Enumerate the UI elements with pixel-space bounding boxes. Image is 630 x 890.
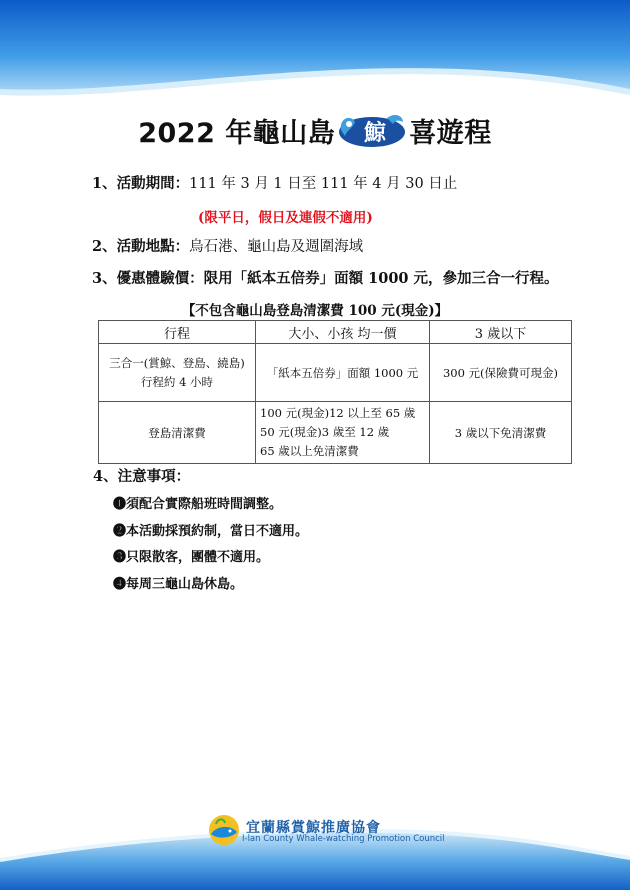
row2-price-line2: 50 元(現金)3 歲至 12 歲 bbox=[260, 425, 390, 439]
activity-location-value: 烏石港、龜山島及週圍海域 bbox=[189, 239, 364, 255]
discount-price-value: 限用「紙本五倍券」面額 1000 元，參加三合一行程。 bbox=[203, 270, 559, 287]
discount-price-label: 3、優惠體驗價： bbox=[92, 270, 204, 287]
org-whale-logo-icon bbox=[208, 814, 240, 846]
activity-location-label: 2、活動地點： bbox=[92, 238, 190, 255]
row1-itinerary-line2: 行程約 4 小時 bbox=[140, 374, 214, 389]
row2-itinerary: 登島清潔費 bbox=[99, 402, 256, 464]
activity-period-label: 1、活動期間： bbox=[92, 175, 190, 192]
note-item: ❷本活動採預約制，當日不適用。 bbox=[113, 524, 309, 539]
fee-table bbox=[98, 320, 572, 464]
logo-text: 鯨 bbox=[364, 121, 387, 146]
table-header-row bbox=[99, 321, 572, 344]
note-item: ❶須配合實際船班時間調整。 bbox=[113, 497, 283, 512]
activity-location bbox=[92, 235, 363, 256]
row2-under-3: 3 歲以下免清潔費 bbox=[430, 402, 572, 464]
table-row bbox=[99, 344, 572, 402]
row1-under-3: 300 元(保險費可現金) bbox=[430, 344, 572, 402]
row1-itinerary-line1: 三合一(賞鯨、登島、繞島) bbox=[109, 355, 245, 370]
page-title bbox=[0, 110, 630, 150]
discount-price bbox=[92, 267, 559, 288]
table-row bbox=[99, 402, 572, 464]
footer-wave-background bbox=[0, 740, 630, 890]
org-name-english: I-lan County Whale-watching Promotion Council bbox=[242, 834, 445, 844]
whale-logo-icon bbox=[337, 110, 407, 150]
row2-price-line1: 100 元(現金)12 以上至 65 歲 bbox=[260, 406, 416, 420]
weekday-only-note: (限平日，假日及連假不適用) bbox=[198, 210, 373, 226]
title-text-end: 喜遊程 bbox=[409, 117, 492, 149]
note-item: ❹每周三龜山島休島。 bbox=[113, 577, 244, 592]
row2-price bbox=[256, 402, 430, 464]
header-itinerary: 行程 bbox=[99, 321, 256, 344]
table-caption: 【不包含龜山島登島清潔費 100 元(現金)】 bbox=[181, 303, 449, 319]
row1-price: 「紙本五倍券」面額 1000 元 bbox=[256, 344, 430, 402]
row2-price-line3: 65 歲以上免清潔費 bbox=[260, 444, 359, 458]
activity-period bbox=[92, 172, 457, 193]
activity-period-value: 111 年 3 月 1 日至 111 年 4 月 30 日止 bbox=[189, 176, 458, 192]
note-item: ❸只限散客，團體不適用。 bbox=[113, 550, 270, 565]
header-price: 大小、小孩 均一價 bbox=[256, 321, 430, 344]
notes-title: 4、注意事項： bbox=[93, 468, 191, 485]
header-under-3: 3 歲以下 bbox=[430, 321, 572, 344]
org-name: 宜蘭縣賞鯨推廣協會 bbox=[246, 820, 381, 836]
row1-itinerary bbox=[99, 344, 256, 402]
title-text-start: 2022 年龜山島 bbox=[138, 117, 336, 149]
